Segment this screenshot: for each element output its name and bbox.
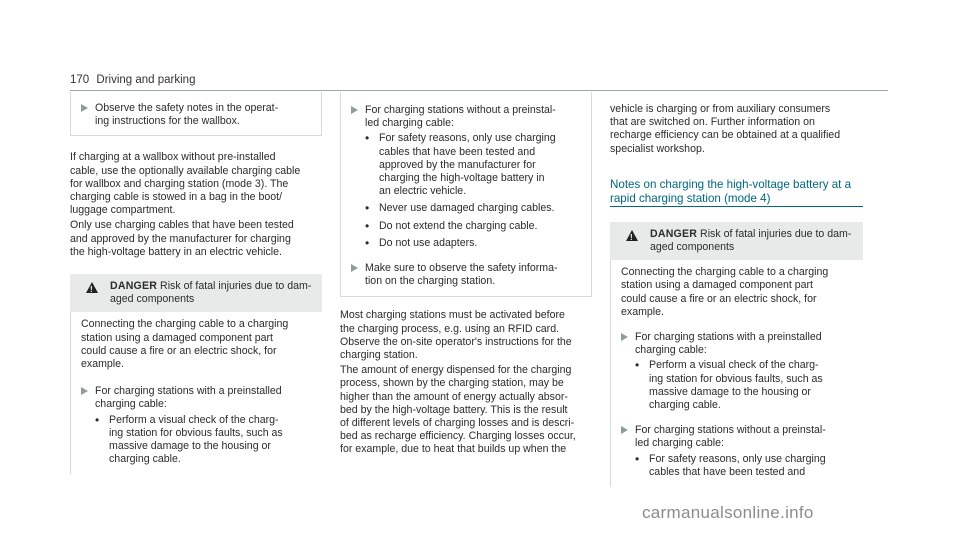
text-line: process, shown by the charging station, may be	[340, 377, 564, 390]
bullet-dot-icon: •	[635, 358, 640, 373]
text-line: The amount of energy dispensed for the charging	[340, 364, 572, 377]
text-line: the charging process, e.g. using an RFID card.	[340, 322, 560, 335]
text-line: approved by the manufacturer for	[379, 158, 536, 171]
text-line: For charging stations with a preinstalled	[635, 331, 822, 344]
step-arrow-icon	[81, 104, 88, 112]
bullet-dot-icon: •	[365, 131, 370, 146]
text-line: could cause a fire or an electric shock, for	[81, 344, 277, 357]
text-line: Most charging stations must be activated before	[340, 309, 565, 322]
column-1	[70, 92, 322, 475]
warning-body	[610, 260, 863, 487]
step-arrow-icon	[351, 264, 358, 272]
step-arrow-icon	[351, 106, 358, 114]
page-number: 170	[70, 74, 90, 86]
text-line: cables that have been tested and	[379, 145, 536, 158]
section-title: Notes on charging the high-voltage battery at a	[610, 177, 852, 191]
text-line: charging station.	[340, 349, 418, 362]
sub-bullet	[635, 453, 853, 479]
text-line: For charging stations with a preinstalled	[95, 385, 282, 398]
text-line: could cause a fire or an electric shock, for	[621, 292, 817, 305]
step-item	[81, 385, 312, 466]
text-line: ing instructions for the wallbox.	[95, 115, 240, 128]
text-line: Perform a visual check of the charg-	[109, 413, 279, 426]
danger-warning-box	[70, 274, 322, 475]
wallbox-note-box	[70, 92, 322, 136]
sub-bullet	[95, 414, 312, 467]
bullet-dot-icon: •	[95, 412, 100, 427]
paragraph-efficiency	[610, 103, 863, 156]
text-line: higher than the amount of energy actually absor-	[340, 390, 568, 403]
text-line: led charging cable:	[365, 117, 454, 130]
bullet-dot-icon: •	[365, 218, 370, 233]
warning-body	[70, 312, 322, 474]
bullet-dot-icon: •	[365, 201, 370, 216]
section-name: Driving and parking	[96, 74, 196, 86]
text-line: for example, due to heat that builds up when the	[340, 443, 567, 456]
text-line: charging cable.	[649, 399, 721, 412]
warning-header	[70, 274, 322, 312]
text-line: recharge efficiency can be obtained at a qualified	[610, 129, 841, 142]
text-line: an electric vehicle.	[379, 185, 467, 198]
text-line: For charging stations without a preinstal-	[635, 424, 826, 437]
text-line: luggage compartment.	[70, 204, 176, 217]
warning-triangle-icon	[626, 230, 638, 241]
text-line: for wallbox and charging station (mode 3). The	[70, 177, 289, 190]
danger-label: DANGER	[110, 280, 158, 293]
text-line: Never use damaged charging cables.	[379, 202, 555, 215]
text-line: Make sure to observe the safety informa-	[365, 262, 558, 275]
text-line: If charging at a wallbox without pre-installed	[70, 151, 276, 164]
text-line: the high-voltage battery in an electric vehicle.	[70, 245, 282, 258]
step-item	[351, 104, 581, 250]
text-line: charging the high-voltage battery in	[379, 172, 545, 185]
steps-box	[340, 92, 592, 297]
text-line: vehicle is charging or from auxiliary consumers	[610, 103, 831, 115]
section-title: rapid charging station (mode 4)	[610, 191, 771, 205]
warning-title: Risk of fatal injuries due to dam-	[697, 227, 852, 240]
step-arrow-icon	[621, 426, 628, 434]
step-item	[621, 331, 853, 412]
text-line: Do not use adapters.	[379, 236, 478, 249]
sub-bullet	[635, 359, 853, 412]
text-line: Connecting the charging cable to a charging	[81, 318, 289, 331]
warning-title: aged components	[650, 241, 735, 254]
paragraph-wallbox	[70, 151, 322, 217]
text-line: Only use charging cables that have been tested	[70, 219, 294, 232]
text-line: charging cable is stowed in a bag in the boot/	[70, 191, 283, 204]
text-line: example.	[621, 305, 664, 318]
warning-triangle-icon	[86, 282, 98, 293]
section-divider	[610, 206, 863, 207]
text-line: Observe the safety notes in the operat-	[95, 102, 279, 114]
column-3	[610, 103, 863, 487]
text-line: For safety reasons, only use charging	[649, 452, 826, 465]
paragraph-approved-cables	[70, 219, 322, 259]
text-line: massive damage to the housing or	[109, 440, 271, 453]
text-line: For safety reasons, only use charging	[379, 132, 556, 145]
text-line: charging cable:	[95, 398, 167, 411]
text-line: Do not extend the charging cable.	[379, 219, 538, 232]
text-line: bed by the high-voltage battery. This is the result	[340, 403, 568, 416]
step-arrow-icon	[621, 333, 628, 341]
text-line: Perform a visual check of the charg-	[649, 359, 819, 372]
text-line: of different levels of charging losses and is descri-	[340, 417, 575, 430]
sub-bullet	[365, 132, 581, 198]
text-line: specialist workshop.	[610, 142, 705, 155]
text-line: station using a damaged component part	[621, 279, 813, 292]
warning-title: aged components	[110, 293, 195, 306]
text-line: ing station for obvious faults, such as	[649, 372, 823, 385]
warning-title: Risk of fatal injuries due to dam-	[157, 280, 312, 293]
header-divider	[70, 90, 888, 91]
text-line: ing station for obvious faults, such as	[109, 426, 283, 439]
danger-warning-box	[610, 222, 863, 487]
paragraph-activation	[340, 309, 592, 362]
text-line: Connecting the charging cable to a charging	[621, 266, 829, 279]
step-arrow-icon	[81, 387, 88, 395]
page-header	[70, 74, 195, 87]
text-line: led charging cable:	[635, 437, 724, 450]
text-line: charging cable:	[635, 344, 707, 357]
sub-bullet	[365, 237, 581, 250]
paragraph-energy	[340, 364, 592, 456]
watermark: carmanualsonline.info	[642, 503, 814, 522]
text-line: bed as recharge efficiency. Charging losses occur,	[340, 430, 576, 443]
text-line: that are switched on. Further information on	[610, 116, 815, 129]
step-item	[81, 102, 311, 128]
text-line: station using a damaged component part	[81, 331, 273, 344]
text-line: charging cable.	[109, 453, 181, 466]
sub-bullet	[365, 202, 581, 215]
bullet-dot-icon: •	[635, 451, 640, 466]
text-line: cable, use the optionally available charging cable	[70, 164, 301, 177]
text-line: cables that have been tested and	[649, 465, 806, 478]
text-line: massive damage to the housing or	[649, 385, 811, 398]
text-line: For charging stations without a preinstal-	[365, 104, 556, 116]
danger-label: DANGER	[650, 227, 698, 240]
section-heading	[610, 178, 863, 207]
step-item	[351, 262, 581, 288]
text-line: example.	[81, 358, 124, 371]
text-line: Observe the on-site operator's instructions for the	[340, 335, 572, 348]
step-item	[621, 424, 853, 479]
text-line: and approved by the manufacturer for charging	[70, 232, 291, 245]
text-line: tion on the charging station.	[365, 275, 496, 288]
warning-header	[610, 222, 863, 260]
column-2	[340, 92, 592, 457]
bullet-dot-icon: •	[365, 235, 370, 250]
sub-bullet	[365, 220, 581, 233]
